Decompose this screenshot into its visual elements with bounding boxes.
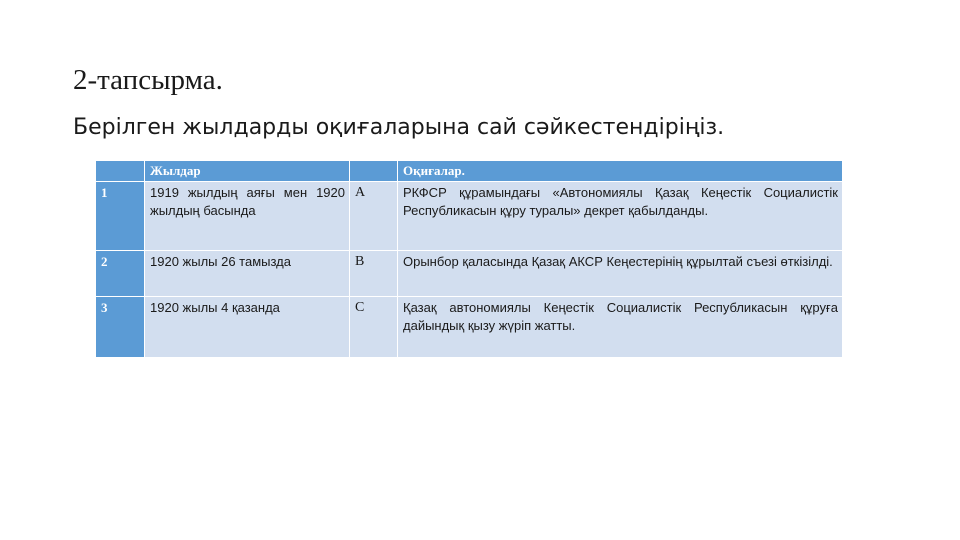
- table-header-row: [96, 161, 843, 182]
- header-number-cell: [96, 161, 145, 182]
- letter-cell: C: [350, 297, 398, 358]
- row-number-cell: 2: [96, 251, 145, 297]
- table-row: [96, 182, 843, 251]
- row-number-cell: 3: [96, 297, 145, 358]
- task-instruction: Берілген жылдарды оқиғаларына сай сәйкестендіріңіз.: [73, 115, 725, 140]
- table-row: [96, 251, 843, 297]
- year-cell: 1920 жылы 26 тамызда: [145, 251, 350, 297]
- header-events-cell: Оқиғалар.: [398, 161, 843, 182]
- matching-table: [95, 160, 843, 358]
- event-cell: Қазақ автономиялы Кеңестік Социалистік Республикасын құруға дайындық қызу жүріп жатты.: [398, 297, 843, 358]
- task-title: 2-тапсырма.: [73, 64, 223, 96]
- header-letter-cell: [350, 161, 398, 182]
- event-cell: Орынбор қаласында Қазақ АКСР Кеңестерінің құрылтай съезі өткізілді.: [398, 251, 843, 297]
- table-row: [96, 297, 843, 358]
- event-cell: РКФСР құрамындағы «Автономиялы Қазақ Кеңестік Социалистік Республикасын құру туралы» декрет қабылданды.: [398, 182, 843, 251]
- row-number-cell: 1: [96, 182, 145, 251]
- year-cell: 1920 жылы 4 қазанда: [145, 297, 350, 358]
- letter-cell: A: [350, 182, 398, 251]
- year-cell: 1919 жылдың аяғы мен 1920 жылдың басында: [145, 182, 350, 251]
- header-years-cell: Жылдар: [145, 161, 350, 182]
- letter-cell: B: [350, 251, 398, 297]
